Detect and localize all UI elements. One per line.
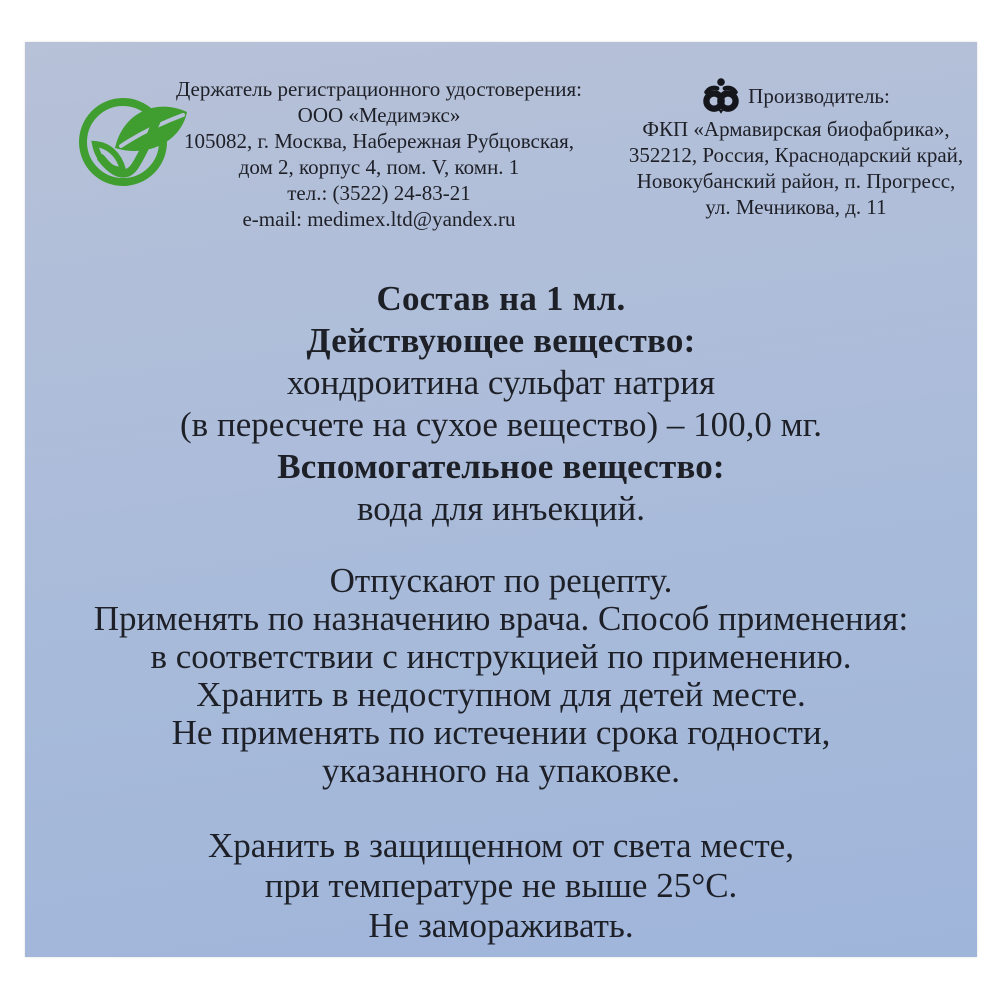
holder-company: ООО «Медимэкс» [297, 103, 461, 127]
storage-line-2: при температуре не выше 25°С. [264, 866, 738, 905]
manufacturer-address-1: 352212, Россия, Краснодарский край, [628, 143, 964, 167]
holder-email: e-mail: medimex.ltd@yandex.ru [242, 207, 516, 231]
excipient-heading: Вспомогательное вещество: [277, 447, 725, 486]
holder-address-1: 105082, г. Москва, Набережная Рубцовская, [184, 129, 574, 153]
usage-block [25, 562, 977, 790]
holder-phone: тел.: (3522) 24-83-21 [287, 181, 471, 205]
ab-monogram-icon [702, 76, 740, 116]
package-label [25, 42, 977, 957]
registration-holder-block [25, 76, 615, 232]
manufacturer-address-2: Новокубанский район, п. Прогресс, [636, 169, 956, 193]
excipient-name: вода для инъекций. [356, 489, 646, 528]
usage-line-2: Применять по назначению врача. Способ применения: [93, 599, 909, 638]
eco-leaf-icon [67, 84, 195, 194]
usage-line-4: Хранить в недоступном для детей месте. [196, 675, 806, 714]
composition-block [25, 278, 977, 530]
composition-title: Состав на 1 мл. [376, 279, 626, 318]
storage-block [25, 826, 977, 946]
usage-line-6: указанного на упаковке. [321, 751, 680, 790]
label-header [25, 42, 977, 232]
usage-line-5: Не применять по истечении срока годности, [171, 713, 831, 752]
manufacturer-company: ФКП «Армавирская биофабрика», [642, 117, 950, 141]
active-substance-heading: Действующее вещество: [306, 321, 696, 360]
usage-line-3: в соответствии с инструкцией по применению. [150, 637, 852, 676]
storage-line-1: Хранить в защищенном от света месте, [208, 826, 794, 865]
storage-line-3: Не замораживать. [368, 906, 634, 945]
holder-heading: Держатель регистрационного удостоверения: [175, 77, 583, 101]
active-substance-name: хондроитина сульфат натрия [286, 363, 716, 402]
active-substance-amount: (в пересчете на сухое вещество) – 100,0 мг. [180, 405, 822, 444]
manufacturer-address-3: ул. Мечникова, д. 11 [705, 195, 887, 219]
holder-address-2: дом 2, корпус 4, пом. V, комн. 1 [238, 155, 520, 179]
usage-line-1: Отпускают по рецепту. [329, 561, 673, 600]
manufacturer-block [615, 76, 977, 232]
manufacturer-heading: Производитель: [748, 84, 890, 108]
